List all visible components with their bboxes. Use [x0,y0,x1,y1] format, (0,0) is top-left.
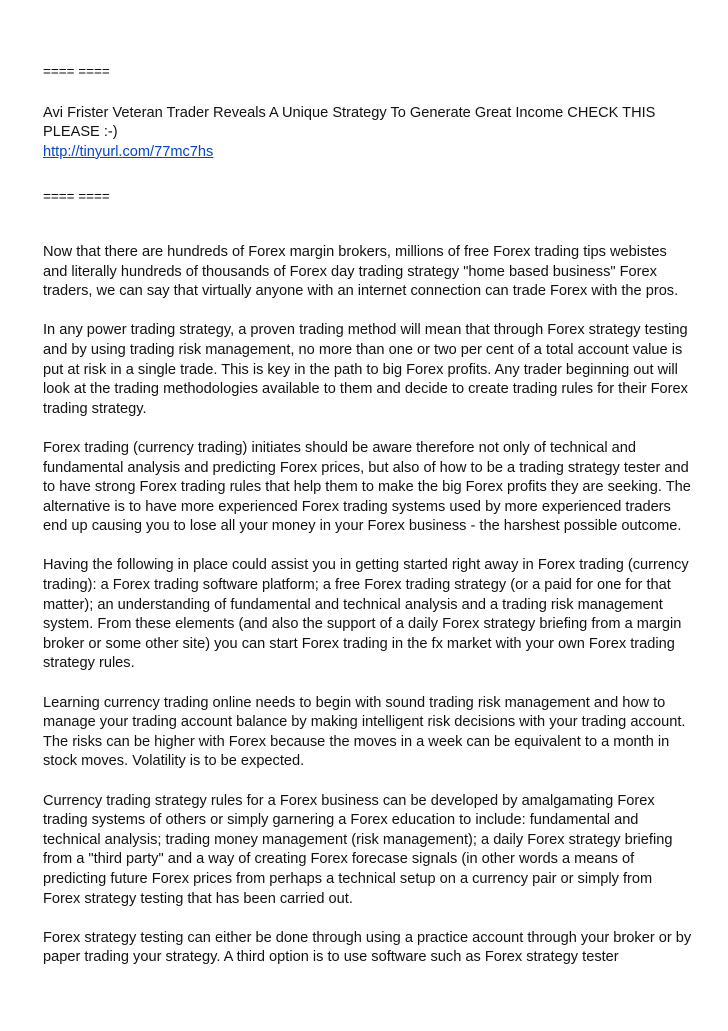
paragraph-5: Learning currency trading online needs to begin with sound trading risk management and how to manage your trading account balance by making intelligent risk decisions with your trading account. The risks can be higher with Forex because the moves in a week can be equivalent to a month in stock moves. Volatility is to be expected. [43,694,686,770]
separator-top: ==== ==== [43,64,110,79]
paragraph-4: Having the following in place could assist you in getting started right away in Forex trading (currency trading): a Forex trading software platform; a free Forex trading strategy (or a paid for one for that matter); an understanding of fundamental and technical analysis and a trading risk management system. From these elements (and also the support of a daily Forex strategy briefing from a margin broker or some other site) you can start Forex trading in the fx market with your own Forex trading strategy rules. [43,557,689,672]
paragraph-3: Forex trading (currency trading) initiates should be aware therefore not only of technical and fundamental analysis and predicting Forex prices, but also of how to be a trading strategy tester and to have strong Forex trading rules that help them to make the big Forex profits they are seeking. The alternative is to have more experienced Forex trading systems used by more experienced traders end up causing you to lose all your money in your Forex business - the harshest possible outcome. [43,439,691,535]
separator-bottom: ==== ==== [43,189,110,205]
promo-link[interactable]: http://tinyurl.com/77mc7hs [43,143,214,160]
promo-text: Avi Frister Veteran Trader Reveals A Unique Strategy To Generate Great Income CHECK THIS PLEASE :-) [43,104,656,141]
paragraph-7: Forex strategy testing can either be done through using a practice account through your broker or by paper trading your strategy. A third option is to use software such as Forex strategy tester [43,929,692,966]
paragraph-6: Currency trading strategy rules for a Forex business can be developed by amalgamating Forex trading systems of others or simply garnering a Forex education to include: fundamental and technical analysis; trading money management (risk management); a daily Forex strategy briefing from a "third party" and a way of creating Forex forecase signals (in other words a means of predicting future Forex prices from perhaps a technical setup on a currency pair or simply from Forex strategy testing that has been carried out. [43,792,673,907]
document-page [43,62,693,968]
paragraph-2: In any power trading strategy, a proven trading method will mean that through Forex strategy testing and by using trading risk management, no more than one or two per cent of a total account value is put at risk in a single trade. This is key in the path to big Forex profits. Any trader beginning out will look at the trading methodologies available to them and decide to create trading rules for their Forex trading strategy. [43,322,688,417]
paragraph-1: Now that there are hundreds of Forex margin brokers, millions of free Forex trading tips webistes and literally hundreds of thousands of Forex day trading strategy "home based business" Forex traders, we can say that virtually anyone with an internet connection can trade Forex with the pros. [43,243,679,300]
